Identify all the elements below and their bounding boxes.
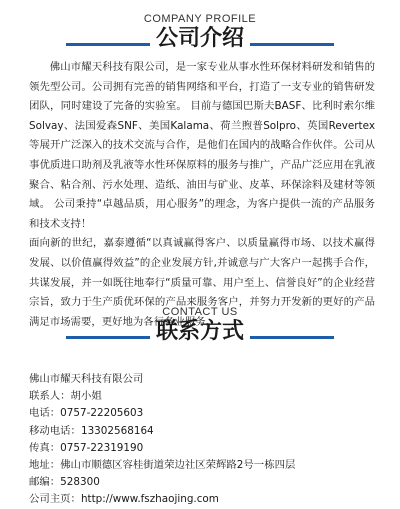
fax: 传真：0757-22319190: [29, 441, 144, 454]
contact-heading-en: CONTACT US: [162, 306, 238, 318]
postal-code: 邮编：528300: [29, 476, 100, 489]
contact-heading-row: [0, 319, 400, 345]
mobile-phone: 移动电话：13302568164: [29, 424, 154, 437]
contact-details: [29, 371, 375, 509]
company-name: 佛山市耀天科技有限公司: [29, 373, 144, 385]
profile-paragraph-1: 佛山市耀天科技有限公司，是一家专业从事水性环保材料研发和销售的领先型公司。公司拥有完善的销售网络和平台，打造了一支专业的销售研发团队，同时建设了完备的实验室。 目前与德国巴斯夫BASF、比利时索尔维Solvay、法国爱森SNF、美国Kalama、荷兰煦普Solpro、英国Revertex等展开广泛深入的技术交流与合作，是他们在国内的战略合作伙伴。公司从事优质进口助剂及乳液等水性环保原料的服务与推广，产品广泛应用在乳液聚合、粘合剂、污水处理、造纸、油田与矿业、皮革、环保涂料及建材等领域。 公司秉持“卓越品质，用心服务”的理念，为客户提供一流的产品服务和技术支持！: [29, 61, 375, 230]
company-profile-header: [0, 13, 400, 52]
profile-paragraph-2: 面向新的世纪，嘉泰遵循“以真诚赢得客户、以质量赢得市场、以技术赢得发展、以价值赢得效益”的企业发展方针,并诚意与广大客户一起携手合作，共谋发展，并一如既往地奉行“质量可靠、用户至上、信誉良好”的企业经营宗旨，致力于生产质优环保的产品来服务客户，并努力开发新的更好的产品满足市场需要，更好地为各行各业服务。: [29, 237, 375, 328]
company-profile-heading-row: [0, 26, 400, 52]
homepage-link[interactable]: 公司主页：http://www.fszhaojing.com: [29, 493, 219, 506]
contact-header: [0, 306, 400, 345]
company-profile-heading-en: COMPANY PROFILE: [143, 13, 257, 25]
contact-heading-cn: 联系方式: [155, 319, 244, 344]
phone: 电话：0757-22205603: [29, 407, 144, 420]
company-profile-text: [29, 58, 375, 332]
contact-person: 联系人：胡小姐: [29, 390, 102, 403]
company-profile-heading-cn: 公司介绍: [155, 26, 244, 51]
address: 地址：佛山市顺德区容桂街道荣边社区荣辉路2号一栋四层: [29, 459, 296, 472]
